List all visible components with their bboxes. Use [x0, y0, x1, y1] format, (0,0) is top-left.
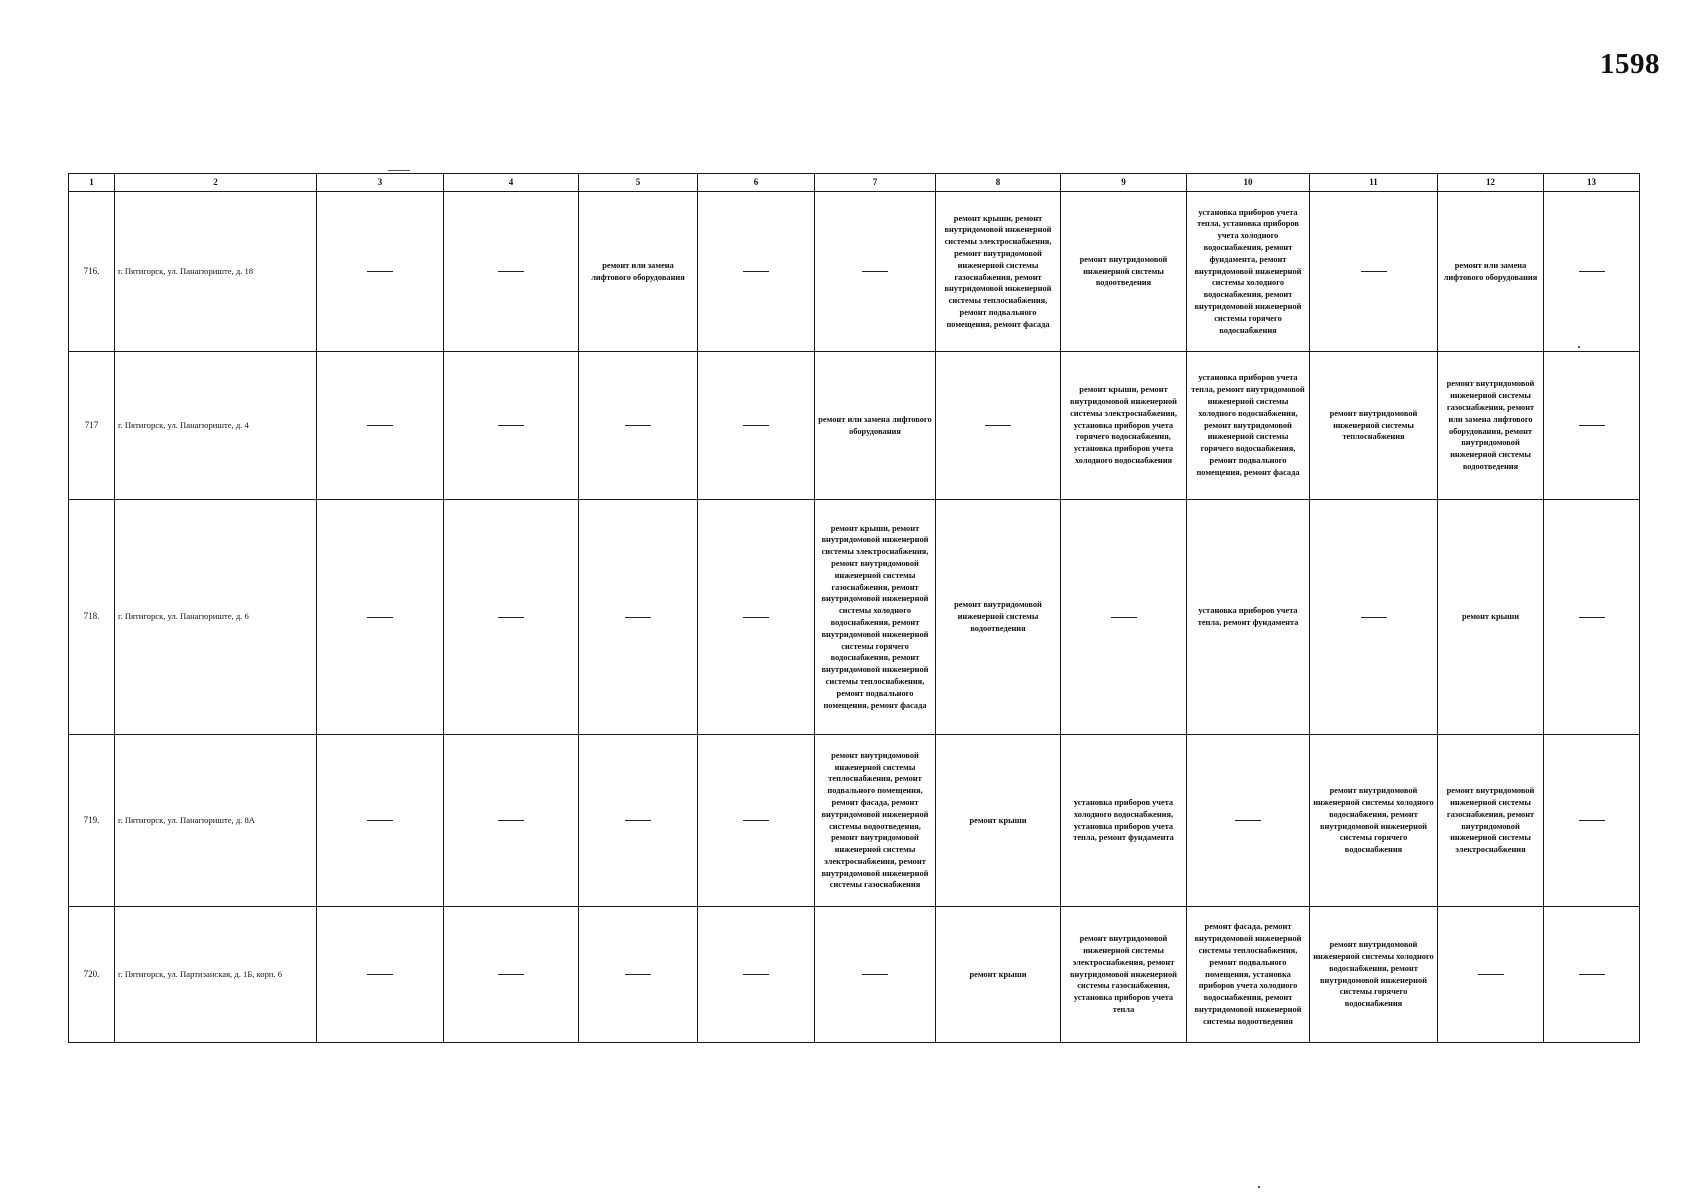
works-cell: ремонт внутридомовой инженерной системы газоснабжения, ремонт внутридомовой инженерной системы электроснабжения	[1438, 735, 1544, 907]
dash-mark	[743, 617, 769, 618]
address-cell: г. Пятигорск, ул. Панагюриште, д. 18	[115, 192, 317, 352]
dash-mark	[1579, 974, 1605, 975]
works-cell: ремонт внутридомовой инженерной системы теплоснабжения	[1310, 352, 1438, 500]
empty-dash-cell	[444, 192, 579, 352]
dash-mark	[862, 974, 888, 975]
column-header: 6	[698, 174, 815, 192]
row-number: 716.	[69, 192, 115, 352]
dash-mark	[1361, 617, 1387, 618]
empty-dash-cell	[444, 352, 579, 500]
column-header: 12	[1438, 174, 1544, 192]
works-cell: ремонт крыши	[936, 735, 1061, 907]
empty-dash-cell	[579, 735, 698, 907]
address-cell: г. Пятигорск, ул. Панагюриште, д. 8А	[115, 735, 317, 907]
row-number: 719.	[69, 735, 115, 907]
address-cell: г. Пятигорск, ул. Панагюриште, д. 4	[115, 352, 317, 500]
column-header: 3	[317, 174, 444, 192]
column-header: 2	[115, 174, 317, 192]
works-cell: ремонт внутридомовой инженерной системы газоснабжения, ремонт или замена лифтового оборудования, ремонт внутридомовой инженерной системы водоотведения	[1438, 352, 1544, 500]
column-header: 7	[815, 174, 936, 192]
works-cell: ремонт крыши	[1438, 500, 1544, 735]
table-body	[69, 192, 1640, 1043]
row-number: 717	[69, 352, 115, 500]
table-row	[69, 192, 1640, 352]
works-cell: установка приборов учета тепла, ремонт фундамента	[1187, 500, 1310, 735]
table-row	[69, 735, 1640, 907]
empty-dash-cell	[317, 500, 444, 735]
dash-mark	[367, 820, 393, 821]
works-cell: ремонт внутридомовой инженерной системы электроснабжения, ремонт внутридомовой инженерной системы газоснабжения, установка приборов учета тепла	[1061, 907, 1187, 1043]
dash-mark	[625, 617, 651, 618]
empty-dash-cell	[444, 735, 579, 907]
dash-mark	[985, 425, 1011, 426]
dash-mark	[1235, 820, 1261, 821]
column-header: 4	[444, 174, 579, 192]
scan-artifact	[1578, 346, 1580, 348]
empty-dash-cell	[317, 907, 444, 1043]
works-cell: ремонт крыши	[936, 907, 1061, 1043]
empty-dash-cell	[317, 735, 444, 907]
column-header: 1	[69, 174, 115, 192]
empty-dash-cell	[1438, 907, 1544, 1043]
empty-dash-cell	[317, 192, 444, 352]
column-header: 5	[579, 174, 698, 192]
empty-dash-cell	[698, 500, 815, 735]
works-cell: ремонт крыши, ремонт внутридомовой инженерной системы электроснабжения, установка приборов учета горячего водоснабжения, установка приборов учета холодного водоснабжения	[1061, 352, 1187, 500]
dash-mark	[498, 820, 524, 821]
dash-mark	[1579, 425, 1605, 426]
empty-dash-cell	[1310, 500, 1438, 735]
works-cell: ремонт фасада, ремонт внутридомовой инженерной системы теплоснабжения, ремонт подвального помещения, установка приборов учета холодного водоснабжения, ремонт внутридомовой инженерной системы водоотведения	[1187, 907, 1310, 1043]
column-header: 10	[1187, 174, 1310, 192]
works-cell: установка приборов учета тепла, установка приборов учета холодного водоснабжения, ремонт фундамента, ремонт внутридомовой инженерной системы холодного водоснабжения, ремонт внутридомовой инженерной системы горячего водоснабжения	[1187, 192, 1310, 352]
dash-mark	[1111, 617, 1137, 618]
empty-dash-cell	[698, 907, 815, 1043]
scan-artifact	[388, 170, 410, 171]
empty-dash-cell	[1061, 500, 1187, 735]
works-cell: ремонт внутридомовой инженерной системы водоотведения	[936, 500, 1061, 735]
empty-dash-cell	[579, 500, 698, 735]
dash-mark	[743, 425, 769, 426]
empty-dash-cell	[579, 907, 698, 1043]
row-number: 718.	[69, 500, 115, 735]
empty-dash-cell	[1544, 500, 1640, 735]
row-number: 720.	[69, 907, 115, 1043]
column-header: 8	[936, 174, 1061, 192]
dash-mark	[498, 617, 524, 618]
dash-mark	[498, 974, 524, 975]
empty-dash-cell	[1544, 352, 1640, 500]
works-cell: ремонт внутридомовой инженерной системы холодного водоснабжения, ремонт внутридомовой инженерной системы горячего водоснабжения	[1310, 907, 1438, 1043]
works-cell: ремонт внутридомовой инженерной системы холодного водоснабжения, ремонт внутридомовой инженерной системы горячего водоснабжения	[1310, 735, 1438, 907]
dash-mark	[743, 974, 769, 975]
works-cell: ремонт крыши, ремонт внутридомовой инженерной системы электроснабжения, ремонт внутридомовой инженерной системы газоснабжения, ремонт внутридомовой инженерной системы холодного водоснабжения, ремонт внутридомовой инженерной системы горячего водоснабжения, ремонт внутридомовой инженерной системы теплоснабжения, ремонт подвального помещения, ремонт фасада	[815, 500, 936, 735]
empty-dash-cell	[317, 352, 444, 500]
empty-dash-cell	[815, 907, 936, 1043]
works-cell: установка приборов учета тепла, ремонт внутридомовой инженерной системы холодного водоснабжения, ремонт внутридомовой инженерной системы горячего водоснабжения, ремонт подвального помещения, ремонт фасада	[1187, 352, 1310, 500]
dash-mark	[1579, 820, 1605, 821]
table-row	[69, 907, 1640, 1043]
dash-mark	[625, 974, 651, 975]
dash-mark	[367, 425, 393, 426]
empty-dash-cell	[936, 352, 1061, 500]
dash-mark	[367, 617, 393, 618]
address-cell: г. Пятигорск, ул. Партизанская, д. 1Б, корп. 6	[115, 907, 317, 1043]
column-header: 9	[1061, 174, 1187, 192]
empty-dash-cell	[698, 735, 815, 907]
empty-dash-cell	[698, 352, 815, 500]
scan-artifact	[1258, 1186, 1260, 1188]
dash-mark	[498, 271, 524, 272]
works-cell: ремонт или замена лифтового оборудования	[815, 352, 936, 500]
column-number-row	[69, 174, 1640, 192]
repair-schedule-table	[68, 173, 1640, 1043]
works-cell: ремонт крыши, ремонт внутридомовой инженерной системы электроснабжения, ремонт внутридомовой инженерной системы газоснабжения, ремонт внутридомовой инженерной системы теплоснабжения, ремонт подвального помещения, ремонт фасада	[936, 192, 1061, 352]
works-cell: установка приборов учета холодного водоснабжения, установка приборов учета тепла, ремонт фундамента	[1061, 735, 1187, 907]
works-cell: ремонт или замена лифтового оборудования	[579, 192, 698, 352]
column-header: 13	[1544, 174, 1640, 192]
dash-mark	[367, 974, 393, 975]
dash-mark	[625, 820, 651, 821]
empty-dash-cell	[444, 907, 579, 1043]
dash-mark	[743, 271, 769, 272]
dash-mark	[1579, 617, 1605, 618]
dash-mark	[743, 820, 769, 821]
page-number: 1598	[1600, 48, 1660, 80]
empty-dash-cell	[1544, 192, 1640, 352]
empty-dash-cell	[444, 500, 579, 735]
empty-dash-cell	[1544, 907, 1640, 1043]
empty-dash-cell	[1187, 735, 1310, 907]
works-cell: ремонт внутридомовой инженерной системы теплоснабжения, ремонт подвального помещения, ремонт фасада, ремонт внутридомовой инженерной системы водоотведения, ремонт внутридомовой инженерной системы электроснабжения, ремонт внутридомовой инженерной системы газоснабжения	[815, 735, 936, 907]
empty-dash-cell	[815, 192, 936, 352]
empty-dash-cell	[579, 352, 698, 500]
empty-dash-cell	[1310, 192, 1438, 352]
empty-dash-cell	[698, 192, 815, 352]
empty-dash-cell	[1544, 735, 1640, 907]
address-cell: г. Пятигорск, ул. Панагюриште, д. 6	[115, 500, 317, 735]
column-header: 11	[1310, 174, 1438, 192]
dash-mark	[1579, 271, 1605, 272]
table-row	[69, 352, 1640, 500]
works-cell: ремонт внутридомовой инженерной системы водоотведения	[1061, 192, 1187, 352]
dash-mark	[862, 271, 888, 272]
table-row	[69, 500, 1640, 735]
dash-mark	[1478, 974, 1504, 975]
dash-mark	[625, 425, 651, 426]
dash-mark	[498, 425, 524, 426]
dash-mark	[1361, 271, 1387, 272]
dash-mark	[367, 271, 393, 272]
works-cell: ремонт или замена лифтового оборудования	[1438, 192, 1544, 352]
